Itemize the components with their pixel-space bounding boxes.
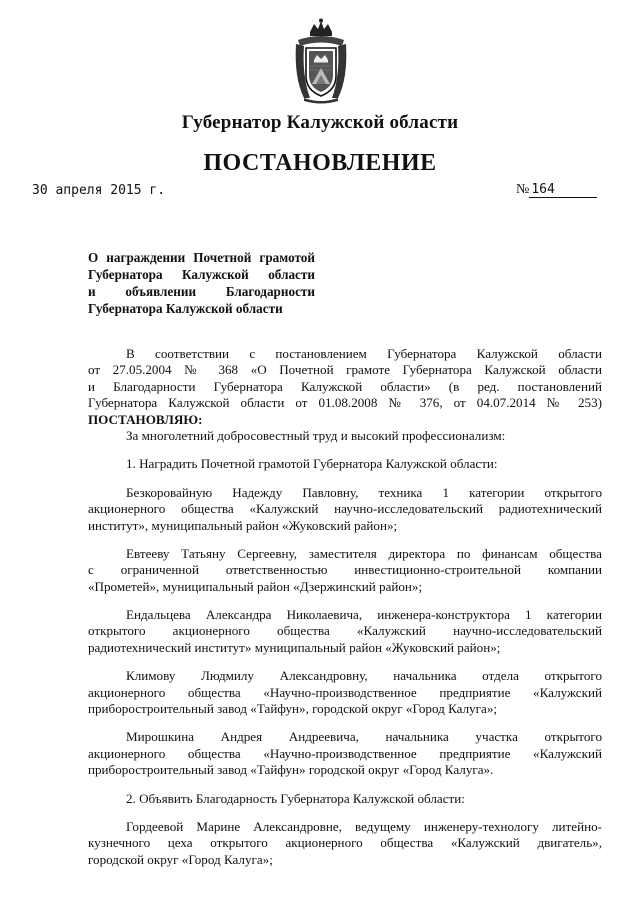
preamble-paragraph	[88, 346, 602, 412]
paragraph-line: приборостроительный завод «Тайфун» городской округ «Город Калуга».	[88, 762, 494, 778]
paragraph-line: Ендальцева Александра Николаевича, инженера-конструктора 1 категории	[126, 607, 602, 623]
paragraph-line: открытого акционерного общества «Калужский научно-исследовательский	[88, 623, 602, 639]
paragraph-line: Мирошкина Андрея Андреевича, начальника участка открытого	[126, 729, 602, 745]
paragraph-line: акционерного общества «Научно-производственное предприятие «Калужский	[88, 684, 602, 700]
document-date: 30 апреля 2015 г.	[32, 183, 166, 198]
paragraph-line: и Благодарности Губернатора Калужской области» (в ред. постановлений	[88, 378, 602, 394]
paragraph-line: Губернатора Калужской области от 01.08.2008 № 376, от 04.07.2014 № 253)	[88, 395, 602, 411]
paragraph-line: Евтееву Татьяну Сергеевну, заместителя директора по финансам общества	[126, 545, 602, 561]
item-2-heading: 2. Объявить Благодарность Губернатора Калужской области:	[126, 790, 465, 806]
document-body	[88, 346, 602, 868]
awardee-paragraph	[88, 668, 602, 717]
number-value: 164	[529, 182, 597, 198]
paragraph-line: от 27.05.2004 № 368 «О Почетной грамоте Губернатора Калужской области	[88, 362, 602, 378]
subject-line: и объявлении Благодарности	[88, 284, 315, 299]
paragraph-line: институт», муниципальный район «Жуковский район»;	[88, 517, 398, 533]
paragraph-line: В соответствии с постановлением Губернатора Калужской области	[126, 346, 602, 361]
issuing-authority: Губернатор Калужской области	[181, 112, 459, 133]
paragraph-line: акционерного общества «Калужский научно-исследовательский радиотехнический	[88, 501, 602, 517]
awardee-paragraph	[88, 729, 602, 778]
paragraph-line: Гордеевой Марине Александровне, ведущему инженеру-технологу литейно-	[126, 818, 602, 834]
paragraph-line: кузнечного цеха открытого акционерного общества «Калужский двигатель»,	[88, 835, 602, 851]
awardee-paragraph	[88, 819, 602, 868]
award-reason: За многолетний добросовестный труд и высокий профессионализм:	[126, 427, 506, 443]
number-sign: №	[516, 182, 530, 197]
paragraph-line: городской округ «Город Калуга»;	[88, 851, 273, 867]
item-1-heading: 1. Наградить Почетной грамотой Губернатора Калужской области:	[126, 456, 498, 472]
document-type-title: ПОСТАНОВЛЕНИЕ	[203, 150, 437, 176]
awardee-paragraph	[88, 485, 602, 534]
document-subject	[88, 249, 315, 317]
paragraph-line: «Прометей», муниципальный район «Дзержинский район»;	[88, 578, 423, 594]
subject-line: Губернатора Калужской области	[88, 301, 283, 316]
paragraph-line: акционерного общества «Научно-производственное предприятие «Калужский	[88, 745, 602, 761]
paragraph-line: радиотехнический институт» муниципальный район «Жуковский район»;	[88, 639, 501, 655]
paragraph-line: Безкоровайную Надежду Павловну, техника 1 категории открытого	[126, 484, 602, 500]
coat-of-arms-emblem	[290, 18, 352, 104]
decree-word: ПОСТАНОВЛЯЮ:	[88, 411, 203, 427]
document-number	[516, 182, 597, 198]
paragraph-line: с ограниченной ответственностью инвестиционно-строительной компании	[88, 562, 602, 578]
paragraph-line: приборостроительный завод «Тайфун», городской округ «Город Калуга»;	[88, 701, 498, 717]
awardee-paragraph	[88, 607, 602, 656]
subject-line: Губернатора Калужской области	[88, 267, 315, 282]
awardee-paragraph	[88, 546, 602, 595]
paragraph-line: Климову Людмилу Александровну, начальника отдела открытого	[126, 668, 602, 684]
subject-line: О награждении Почетной грамотой	[88, 250, 315, 265]
